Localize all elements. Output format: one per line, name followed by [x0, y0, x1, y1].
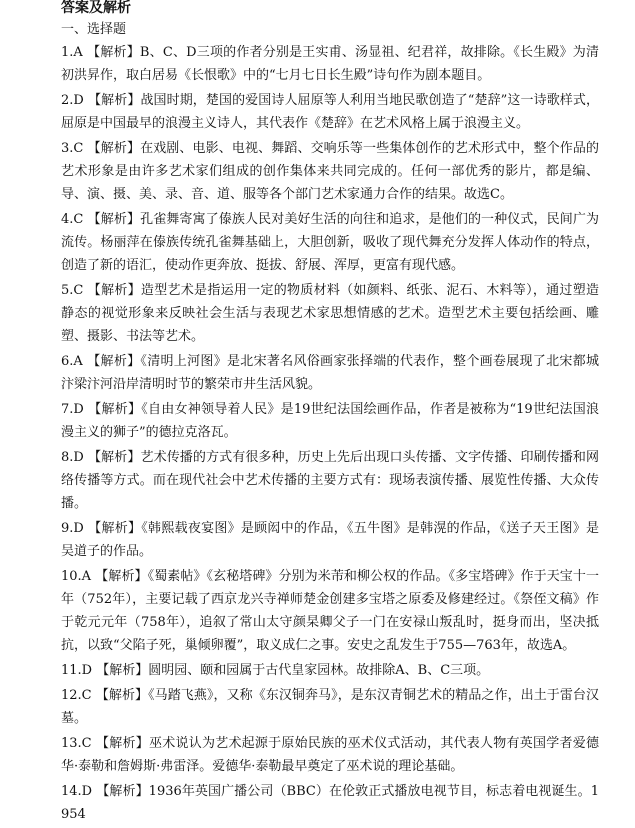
explanation-tag: 【解析】	[96, 784, 149, 799]
answer-item	[61, 279, 599, 348]
explanation-text: 战国时期，楚国的爱国诗人屈原等人利用当地民歌创造了“楚辞”这一诗歌样式，屈原是中国最早的浪漫主义诗人，其代表作《楚辞》在艺术风格上属于浪漫主义。	[61, 93, 599, 131]
explanation-tag: 【解析】	[95, 569, 148, 584]
answer-number: 6.A	[61, 354, 83, 369]
explanation-text: 圆明园、颐和园属于古代皇家园林。故排除A、B、C三项。	[148, 663, 490, 678]
answer-item	[61, 659, 599, 682]
answer-item	[61, 41, 599, 87]
explanation-text: 孔雀舞寄寓了傣族人民对美好生活的向往和追求，是他们的一种仪式，民间广为流传。杨丽萍在傣族传统孔雀舞基础上，大胆创新，吸收了现代舞充分发挥人体动作的特点，创造了新的语汇，使动作更奔放、挺拔、舒展、浑厚，更富有现代感。	[61, 212, 599, 273]
explanation-tag: 【解析】	[88, 450, 141, 465]
explanation-text: 1936年英国广播公司（BBC）在伦敦正式播放电视节目，标志着电视诞生。1954	[61, 784, 599, 822]
answer-item	[61, 780, 599, 826]
answer-number: 13.C	[61, 736, 92, 751]
explanation-tag: 【解析】	[87, 283, 141, 298]
answer-item	[61, 398, 599, 444]
answer-item	[61, 137, 599, 206]
page-title: 答案及解析	[61, 0, 131, 16]
explanation-text: 在戏剧、电影、电视、舞蹈、交响乐等一些集体创作的艺术形式中，整个作品的艺术形象是由许多艺术家们组成的创作集体来共同完成的。任何一部优秀的影片，都是编、导、演、摄、美、录、音、道、服等各个部门艺术家通力合作的结果。故选C。	[61, 141, 599, 202]
explanation-text: 《清明上河图》是北宋著名风俗画家张择端的代表作，整个画卷展现了北宋都城汴梁汴河沿岸清明时节的繁荣市井生活风貌。	[61, 354, 599, 392]
answer-item	[61, 684, 599, 730]
explanation-text: 《韩熙载夜宴图》是顾闳中的作品，《五牛图》是韩滉的作品，《送子天王图》是吴道子的作品。	[61, 521, 599, 559]
answer-item	[61, 732, 599, 778]
explanation-text: B、C、D三项的作者分别是王实甫、汤显祖、纪君祥，故排除。《长生殿》为清初洪昇作，取白居易《长恨歌》中的“七月七日长生殿”诗句作为剧本题目。	[61, 45, 599, 83]
explanation-tag: 【解析】	[87, 141, 141, 156]
answer-item	[61, 517, 599, 563]
explanation-tag: 【解析】	[96, 663, 149, 678]
answer-number: 9.D	[61, 521, 84, 536]
explanation-text: 巫术说认为艺术起源于原始民族的巫术仪式活动，其代表人物有英国学者爱德华·泰勒和詹姆斯·弗雷泽。爱德华·泰勒最早奠定了巫术说的理论基础。	[61, 736, 599, 774]
answer-item	[61, 350, 599, 396]
answer-number: 5.C	[61, 283, 84, 298]
answer-number: 4.C	[61, 212, 84, 227]
answer-number: 7.D	[61, 402, 84, 417]
explanation-tag: 【解析】	[87, 45, 140, 60]
explanation-tag: 【解析】	[88, 521, 142, 536]
explanation-text: 《马踏飞燕》，又称《东汉铜奔马》，是东汉青铜艺术的精品之作，出土于雷台汉墓。	[61, 688, 599, 726]
explanation-tag: 【解析】	[88, 402, 142, 417]
answer-number: 14.D	[61, 784, 93, 799]
answer-number: 3.C	[61, 141, 84, 156]
answer-item	[61, 208, 599, 277]
explanation-text: 艺术传播的方式有很多种，历史上先后出现口头传播、文字传播、印刷传播和网络传播等方式。而在现代社会中艺术传播的主要方式有：现场表演传播、展览性传播、大众传播。	[61, 450, 599, 511]
explanation-tag: 【解析】	[87, 354, 141, 369]
explanation-text: 《蜀素帖》《玄秘塔碑》分别为米芾和柳公权的作品。《多宝塔碑》作于天宝十一年（752年），主要记载了西京龙兴寺禅师楚金创建多宝塔之原委及修建经过。《祭侄文稿》作于乾元元年（758年），追叙了常山太守颜杲卿父子一门在安禄山叛乱时，挺身而出，坚决抵抗，以致“父陷子死，巢倾卵覆”，取义成仁之事。安史之乱发生于755—763年，故选A。	[61, 569, 599, 653]
answer-list	[61, 41, 599, 828]
answer-number: 12.C	[61, 688, 92, 703]
answer-item	[61, 446, 599, 515]
answer-number: 8.D	[61, 450, 84, 465]
section-heading: 一、选择题	[61, 22, 127, 37]
answer-number: 11.D	[61, 663, 93, 678]
answer-number: 2.D	[61, 93, 84, 108]
explanation-tag: 【解析】	[87, 212, 141, 227]
answer-item	[61, 565, 599, 657]
answer-number: 1.A	[61, 45, 83, 60]
answer-item	[61, 89, 599, 135]
explanation-tag: 【解析】	[95, 688, 149, 703]
explanation-tag: 【解析】	[88, 93, 141, 108]
explanation-text: 造型艺术是指运用一定的物质材料（如颜料、纸张、泥石、木料等），通过塑造静态的视觉形象来反映社会生活与表现艺术家思想情感的艺术。造型艺术主要包括绘画、雕塑、摄影、书法等艺术。	[61, 283, 599, 344]
explanation-tag: 【解析】	[96, 736, 149, 751]
answer-number: 10.A	[61, 569, 92, 584]
explanation-text: 《自由女神领导着人民》是19世纪法国绘画作品，作者是被称为“19世纪法国浪漫主义的狮子”的德拉克洛瓦。	[61, 402, 599, 440]
